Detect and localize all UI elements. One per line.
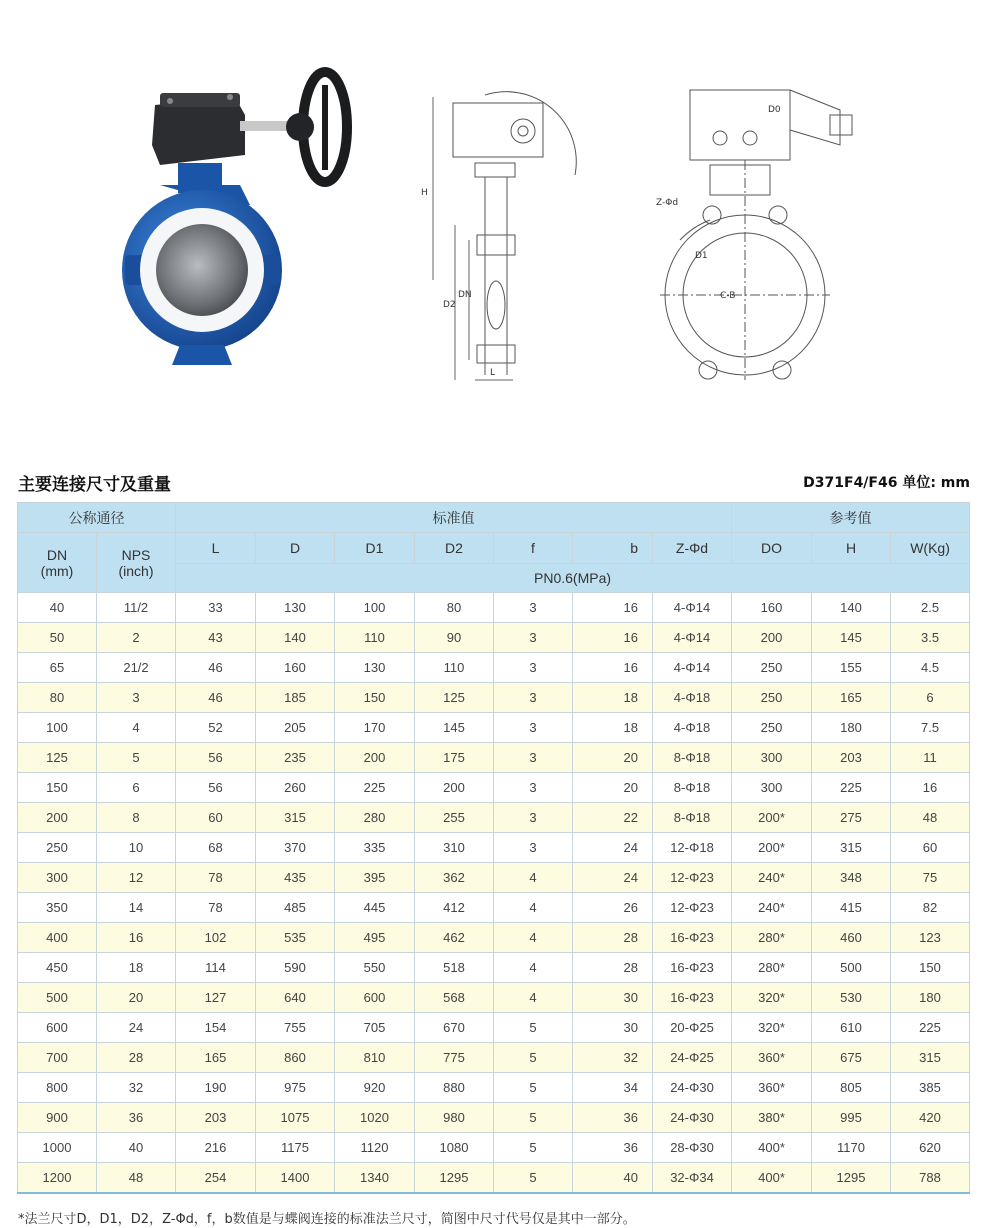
cell-d1: 1120 — [335, 1133, 415, 1163]
cell-l: 52 — [176, 713, 256, 743]
table-row — [18, 803, 970, 833]
table-row — [18, 1133, 970, 1163]
cell-dn: 700 — [18, 1043, 97, 1073]
cell-z-phi-d: 24-Φ30 — [653, 1103, 732, 1133]
cell-f: 3 — [494, 833, 573, 863]
cell-z-phi-d: 32-Φ34 — [653, 1163, 732, 1194]
cell-z-phi-d: 8-Φ18 — [653, 773, 732, 803]
cell-d1: 1340 — [335, 1163, 415, 1194]
cell-z-phi-d: 4-Φ18 — [653, 713, 732, 743]
cell-do: 250 — [732, 653, 812, 683]
cell-h: 155 — [812, 653, 891, 683]
column-header-dn — [18, 533, 97, 593]
cell-dn: 250 — [18, 833, 97, 863]
cell-do: 240* — [732, 893, 812, 923]
cell-do: 360* — [732, 1073, 812, 1103]
cell-d: 535 — [256, 923, 335, 953]
table-row — [18, 653, 970, 683]
cell-z-phi-d: 12-Φ23 — [653, 893, 732, 923]
cell-weight: 60 — [891, 833, 970, 863]
cell-h: 995 — [812, 1103, 891, 1133]
cell-d: 975 — [256, 1073, 335, 1103]
cell-dn: 1000 — [18, 1133, 97, 1163]
cell-b: 28 — [573, 923, 653, 953]
cell-b: 30 — [573, 983, 653, 1013]
cell-z-phi-d: 28-Φ30 — [653, 1133, 732, 1163]
cell-h: 1170 — [812, 1133, 891, 1163]
cell-nps: 11/2 — [97, 593, 176, 623]
cell-z-phi-d: 8-Φ18 — [653, 743, 732, 773]
cell-b: 18 — [573, 683, 653, 713]
cell-nps: 16 — [97, 923, 176, 953]
column-header-h: H — [812, 533, 891, 564]
column-header-b: b — [573, 533, 653, 564]
table-row — [18, 923, 970, 953]
cell-l: 127 — [176, 983, 256, 1013]
cell-b: 20 — [573, 773, 653, 803]
table-body — [18, 593, 970, 1194]
cell-nps: 6 — [97, 773, 176, 803]
cell-nps: 5 — [97, 743, 176, 773]
cell-nps: 8 — [97, 803, 176, 833]
cell-b: 22 — [573, 803, 653, 833]
table-row — [18, 983, 970, 1013]
column-header-l: L — [176, 533, 256, 564]
side-drawing — [650, 70, 860, 390]
cell-d: 1075 — [256, 1103, 335, 1133]
column-header-d2: D2 — [415, 533, 494, 564]
table-row — [18, 683, 970, 713]
front-drawing — [415, 75, 595, 395]
cell-dn: 200 — [18, 803, 97, 833]
cell-weight: 75 — [891, 863, 970, 893]
cell-z-phi-d: 24-Φ30 — [653, 1073, 732, 1103]
cell-l: 60 — [176, 803, 256, 833]
cell-d2: 412 — [415, 893, 494, 923]
cell-do: 280* — [732, 953, 812, 983]
table-row — [18, 713, 970, 743]
cell-d: 1400 — [256, 1163, 335, 1194]
cell-d1: 705 — [335, 1013, 415, 1043]
cell-do: 360* — [732, 1043, 812, 1073]
cell-b: 32 — [573, 1043, 653, 1073]
cell-l: 78 — [176, 863, 256, 893]
cell-l: 68 — [176, 833, 256, 863]
cell-d2: 255 — [415, 803, 494, 833]
cell-d2: 90 — [415, 623, 494, 653]
cell-d: 755 — [256, 1013, 335, 1043]
cell-do: 400* — [732, 1163, 812, 1194]
cell-b: 36 — [573, 1133, 653, 1163]
cell-l: 114 — [176, 953, 256, 983]
pressure-rating: PN0.6(MPa) — [176, 564, 970, 593]
cell-d: 860 — [256, 1043, 335, 1073]
cell-d: 315 — [256, 803, 335, 833]
cell-d2: 775 — [415, 1043, 494, 1073]
cell-d2: 310 — [415, 833, 494, 863]
cell-f: 4 — [494, 923, 573, 953]
cell-weight: 7.5 — [891, 713, 970, 743]
cell-nps: 28 — [97, 1043, 176, 1073]
dim-label-h: H — [421, 188, 428, 198]
cell-l: 190 — [176, 1073, 256, 1103]
cell-l: 154 — [176, 1013, 256, 1043]
cell-d: 205 — [256, 713, 335, 743]
cell-d1: 110 — [335, 623, 415, 653]
cell-dn: 500 — [18, 983, 97, 1013]
cell-f: 5 — [494, 1163, 573, 1194]
cell-d1: 130 — [335, 653, 415, 683]
cell-weight: 11 — [891, 743, 970, 773]
table-row — [18, 953, 970, 983]
cell-f: 3 — [494, 743, 573, 773]
column-header-f: f — [494, 533, 573, 564]
cell-dn: 50 — [18, 623, 97, 653]
cell-do: 200* — [732, 833, 812, 863]
nps-header-unit: (inch) — [118, 562, 154, 579]
cell-d1: 170 — [335, 713, 415, 743]
nps-header-label: NPS — [121, 546, 151, 563]
cell-z-phi-d: 8-Φ18 — [653, 803, 732, 833]
cell-d1: 225 — [335, 773, 415, 803]
cell-f: 3 — [494, 713, 573, 743]
cell-f: 5 — [494, 1013, 573, 1043]
cell-z-phi-d: 4-Φ14 — [653, 623, 732, 653]
cell-z-phi-d: 4-Φ14 — [653, 593, 732, 623]
cell-d2: 1080 — [415, 1133, 494, 1163]
dim-label-c-b: C-B — [720, 291, 736, 301]
cell-dn: 125 — [18, 743, 97, 773]
cell-d: 435 — [256, 863, 335, 893]
cell-do: 300 — [732, 743, 812, 773]
dim-label-z-phi-d: Z-Φd — [656, 198, 679, 208]
cell-d1: 920 — [335, 1073, 415, 1103]
column-header-do: DO — [732, 533, 812, 564]
cell-d2: 145 — [415, 713, 494, 743]
cell-f: 5 — [494, 1043, 573, 1073]
cell-weight: 82 — [891, 893, 970, 923]
cell-l: 165 — [176, 1043, 256, 1073]
cell-do: 160 — [732, 593, 812, 623]
table-row — [18, 623, 970, 653]
cell-b: 18 — [573, 713, 653, 743]
cell-nps: 36 — [97, 1103, 176, 1133]
footnote: *法兰尺寸D，D1，D2，Z-Φd，f，b数值是与蝶阀连接的标准法兰尺寸，简图中尺寸代号仅是其中一部分。 — [18, 1212, 636, 1227]
table-row — [18, 1103, 970, 1133]
cell-d2: 980 — [415, 1103, 494, 1133]
cell-d1: 335 — [335, 833, 415, 863]
cell-f: 4 — [494, 863, 573, 893]
cell-d1: 150 — [335, 683, 415, 713]
cell-nps: 2 — [97, 623, 176, 653]
cell-h: 415 — [812, 893, 891, 923]
cell-nps: 21/2 — [97, 653, 176, 683]
cell-dn: 150 — [18, 773, 97, 803]
cell-weight: 420 — [891, 1103, 970, 1133]
cell-weight: 48 — [891, 803, 970, 833]
cell-d2: 518 — [415, 953, 494, 983]
cell-d2: 462 — [415, 923, 494, 953]
cell-f: 3 — [494, 773, 573, 803]
cell-weight: 620 — [891, 1133, 970, 1163]
column-header-z-phi-d: Z-Φd — [653, 533, 732, 564]
group-header-nominal: 公称通径 — [18, 503, 176, 533]
cell-d2: 80 — [415, 593, 494, 623]
cell-l: 78 — [176, 893, 256, 923]
cell-z-phi-d: 4-Φ14 — [653, 653, 732, 683]
cell-nps: 32 — [97, 1073, 176, 1103]
cell-dn: 1200 — [18, 1163, 97, 1194]
cell-d1: 445 — [335, 893, 415, 923]
dim-label-d0: D0 — [768, 105, 781, 115]
cell-weight: 180 — [891, 983, 970, 1013]
cell-l: 254 — [176, 1163, 256, 1194]
cell-b: 24 — [573, 833, 653, 863]
cell-weight: 225 — [891, 1013, 970, 1043]
cell-l: 216 — [176, 1133, 256, 1163]
section-title: 主要连接尺寸及重量 — [18, 475, 171, 495]
cell-do: 400* — [732, 1133, 812, 1163]
cell-d1: 1020 — [335, 1103, 415, 1133]
cell-h: 530 — [812, 983, 891, 1013]
cell-dn: 300 — [18, 863, 97, 893]
cell-d: 235 — [256, 743, 335, 773]
cell-d2: 110 — [415, 653, 494, 683]
cell-dn: 600 — [18, 1013, 97, 1043]
cell-l: 33 — [176, 593, 256, 623]
cell-weight: 4.5 — [891, 653, 970, 683]
cell-weight: 385 — [891, 1073, 970, 1103]
cell-f: 4 — [494, 953, 573, 983]
cell-weight: 788 — [891, 1163, 970, 1194]
cell-d: 1175 — [256, 1133, 335, 1163]
cell-h: 460 — [812, 923, 891, 953]
cell-d1: 280 — [335, 803, 415, 833]
cell-weight: 150 — [891, 953, 970, 983]
dn-header-unit: (mm) — [40, 562, 74, 579]
cell-d: 370 — [256, 833, 335, 863]
table-header — [18, 503, 970, 593]
cell-d1: 200 — [335, 743, 415, 773]
cell-d1: 495 — [335, 923, 415, 953]
cell-h: 140 — [812, 593, 891, 623]
table-row — [18, 1073, 970, 1103]
cell-do: 320* — [732, 983, 812, 1013]
cell-f: 3 — [494, 653, 573, 683]
cell-nps: 24 — [97, 1013, 176, 1043]
cell-d1: 810 — [335, 1043, 415, 1073]
cell-z-phi-d: 16-Φ23 — [653, 953, 732, 983]
cell-d: 260 — [256, 773, 335, 803]
cell-f: 3 — [494, 623, 573, 653]
cell-dn: 350 — [18, 893, 97, 923]
column-header-nps — [97, 533, 176, 593]
cell-l: 102 — [176, 923, 256, 953]
cell-l: 56 — [176, 743, 256, 773]
cell-dn: 100 — [18, 713, 97, 743]
cell-d: 640 — [256, 983, 335, 1013]
cell-b: 26 — [573, 893, 653, 923]
cell-dn: 65 — [18, 653, 97, 683]
table-row — [18, 1163, 970, 1194]
column-header-weight: W(Kg) — [891, 533, 970, 564]
dim-label-l: L — [490, 368, 496, 378]
cell-z-phi-d: 20-Φ25 — [653, 1013, 732, 1043]
cell-d2: 880 — [415, 1073, 494, 1103]
cell-d1: 395 — [335, 863, 415, 893]
cell-z-phi-d: 16-Φ23 — [653, 923, 732, 953]
cell-b: 24 — [573, 863, 653, 893]
cell-do: 380* — [732, 1103, 812, 1133]
cell-l: 46 — [176, 683, 256, 713]
cell-dn: 400 — [18, 923, 97, 953]
dn-header-label: DN — [46, 546, 68, 563]
dim-label-dn: DN — [458, 290, 472, 300]
cell-nps: 20 — [97, 983, 176, 1013]
table-row — [18, 893, 970, 923]
cell-dn: 80 — [18, 683, 97, 713]
column-header-d: D — [256, 533, 335, 564]
cell-f: 3 — [494, 593, 573, 623]
group-header-reference: 参考值 — [732, 503, 970, 533]
cell-b: 34 — [573, 1073, 653, 1103]
cell-h: 180 — [812, 713, 891, 743]
cell-nps: 48 — [97, 1163, 176, 1194]
cell-f: 5 — [494, 1103, 573, 1133]
cell-do: 200 — [732, 623, 812, 653]
cell-b: 36 — [573, 1103, 653, 1133]
cell-d: 185 — [256, 683, 335, 713]
cell-d2: 568 — [415, 983, 494, 1013]
cell-do: 250 — [732, 713, 812, 743]
cell-b: 40 — [573, 1163, 653, 1194]
cell-d1: 550 — [335, 953, 415, 983]
table-row — [18, 1013, 970, 1043]
cell-h: 348 — [812, 863, 891, 893]
spec-table — [17, 502, 970, 1194]
cell-z-phi-d: 12-Φ23 — [653, 863, 732, 893]
cell-b: 16 — [573, 653, 653, 683]
cell-b: 28 — [573, 953, 653, 983]
cell-d2: 1295 — [415, 1163, 494, 1194]
product-figures — [0, 0, 1000, 460]
cell-dn: 40 — [18, 593, 97, 623]
cell-z-phi-d: 24-Φ25 — [653, 1043, 732, 1073]
cell-h: 805 — [812, 1073, 891, 1103]
cell-b: 16 — [573, 623, 653, 653]
cell-d2: 125 — [415, 683, 494, 713]
cell-nps: 18 — [97, 953, 176, 983]
cell-d2: 175 — [415, 743, 494, 773]
cell-z-phi-d: 4-Φ18 — [653, 683, 732, 713]
cell-do: 200* — [732, 803, 812, 833]
cell-f: 3 — [494, 683, 573, 713]
cell-d2: 200 — [415, 773, 494, 803]
cell-do: 240* — [732, 863, 812, 893]
table-row — [18, 593, 970, 623]
table-row — [18, 863, 970, 893]
cell-weight: 2.5 — [891, 593, 970, 623]
dim-label-d1: D1 — [695, 251, 708, 261]
cell-d: 590 — [256, 953, 335, 983]
dim-label-d2: D2 — [443, 300, 456, 310]
cell-dn: 450 — [18, 953, 97, 983]
cell-d: 160 — [256, 653, 335, 683]
cell-nps: 10 — [97, 833, 176, 863]
cell-f: 4 — [494, 983, 573, 1013]
cell-weight: 315 — [891, 1043, 970, 1073]
model-unit-label: D371F4/F46 单位: mm — [803, 475, 970, 491]
cell-b: 30 — [573, 1013, 653, 1043]
cell-h: 675 — [812, 1043, 891, 1073]
cell-z-phi-d: 12-Φ18 — [653, 833, 732, 863]
cell-z-phi-d: 16-Φ23 — [653, 983, 732, 1013]
cell-weight: 16 — [891, 773, 970, 803]
cell-nps: 14 — [97, 893, 176, 923]
cell-f: 5 — [494, 1073, 573, 1103]
cell-l: 46 — [176, 653, 256, 683]
cell-f: 4 — [494, 893, 573, 923]
cell-f: 5 — [494, 1133, 573, 1163]
cell-weight: 3.5 — [891, 623, 970, 653]
cell-do: 320* — [732, 1013, 812, 1043]
cell-d1: 600 — [335, 983, 415, 1013]
valve-photo — [120, 55, 360, 375]
cell-d: 140 — [256, 623, 335, 653]
cell-d: 130 — [256, 593, 335, 623]
cell-h: 203 — [812, 743, 891, 773]
cell-d: 485 — [256, 893, 335, 923]
cell-do: 250 — [732, 683, 812, 713]
cell-h: 610 — [812, 1013, 891, 1043]
cell-l: 56 — [176, 773, 256, 803]
cell-do: 300 — [732, 773, 812, 803]
cell-nps: 12 — [97, 863, 176, 893]
cell-d1: 100 — [335, 593, 415, 623]
cell-nps: 4 — [97, 713, 176, 743]
cell-h: 165 — [812, 683, 891, 713]
cell-d2: 362 — [415, 863, 494, 893]
cell-b: 16 — [573, 593, 653, 623]
cell-h: 1295 — [812, 1163, 891, 1194]
cell-d2: 670 — [415, 1013, 494, 1043]
cell-weight: 123 — [891, 923, 970, 953]
cell-nps: 40 — [97, 1133, 176, 1163]
cell-h: 275 — [812, 803, 891, 833]
table-row — [18, 833, 970, 863]
cell-l: 43 — [176, 623, 256, 653]
table-row — [18, 1043, 970, 1073]
cell-b: 20 — [573, 743, 653, 773]
cell-dn: 800 — [18, 1073, 97, 1103]
table-row — [18, 773, 970, 803]
cell-h: 315 — [812, 833, 891, 863]
cell-dn: 900 — [18, 1103, 97, 1133]
cell-h: 225 — [812, 773, 891, 803]
cell-l: 203 — [176, 1103, 256, 1133]
cell-h: 500 — [812, 953, 891, 983]
cell-f: 3 — [494, 803, 573, 833]
group-header-standard: 标准值 — [176, 503, 732, 533]
cell-weight: 6 — [891, 683, 970, 713]
column-header-d1: D1 — [335, 533, 415, 564]
cell-h: 145 — [812, 623, 891, 653]
cell-do: 280* — [732, 923, 812, 953]
cell-nps: 3 — [97, 683, 176, 713]
table-row — [18, 743, 970, 773]
